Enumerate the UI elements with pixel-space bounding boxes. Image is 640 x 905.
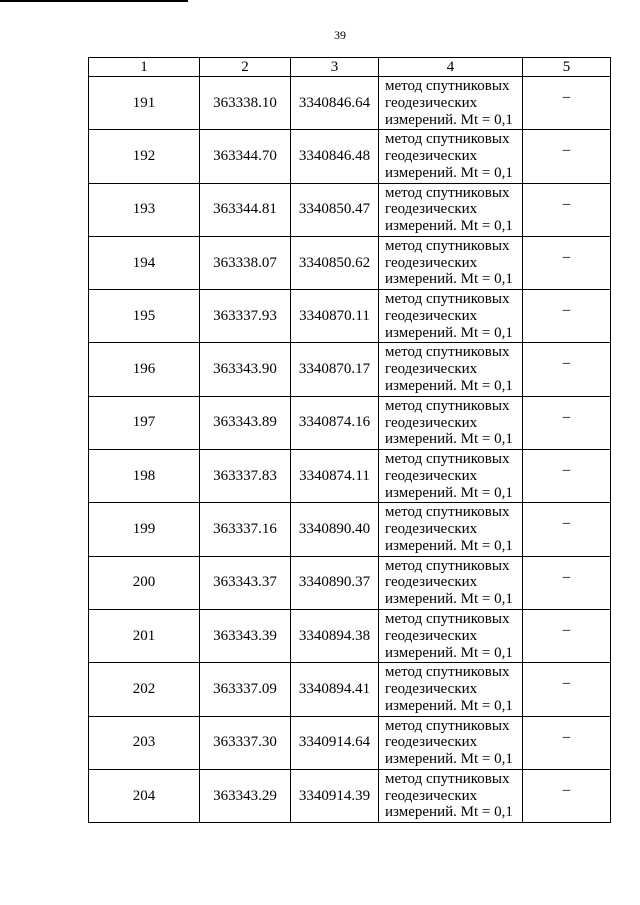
note-cell: – [523,716,611,769]
table-row [89,556,611,609]
point-number-cell: 191 [89,77,200,130]
method-cell: метод спутниковых геодезических измерений. Mt = 0,1 [379,396,523,449]
table-row [89,450,611,503]
coord-2-cell: 363343.37 [200,556,291,609]
page-number: 39 [334,28,346,42]
note-cell: – [523,503,611,556]
note-cell: – [523,769,611,822]
coord-2-cell: 363338.07 [200,236,291,289]
coord-3-cell: 3340870.11 [291,290,379,343]
coord-2-cell: 363343.29 [200,769,291,822]
header-col-5: 5 [523,58,611,77]
method-cell: метод спутниковых геодезических измерений. Mt = 0,1 [379,769,523,822]
table-row [89,503,611,556]
header-col-4: 4 [379,58,523,77]
top-rule [0,0,188,2]
method-cell: метод спутниковых геодезических измерений. Mt = 0,1 [379,450,523,503]
coord-2-cell: 363343.90 [200,343,291,396]
point-number-cell: 204 [89,769,200,822]
point-number-cell: 198 [89,450,200,503]
coord-2-cell: 363344.70 [200,130,291,183]
table-row [89,769,611,822]
method-cell: метод спутниковых геодезических измерений. Mt = 0,1 [379,77,523,130]
method-cell: метод спутниковых геодезических измерений. Mt = 0,1 [379,556,523,609]
method-cell: метод спутниковых геодезических измерений. Mt = 0,1 [379,236,523,289]
coord-2-cell: 363338.10 [200,77,291,130]
coord-2-cell: 363337.93 [200,290,291,343]
table-row [89,183,611,236]
method-cell: метод спутниковых геодезических измерений. Mt = 0,1 [379,716,523,769]
coord-3-cell: 3340914.39 [291,769,379,822]
coord-3-cell: 3340874.16 [291,396,379,449]
point-number-cell: 200 [89,556,200,609]
coord-3-cell: 3340870.17 [291,343,379,396]
method-cell: метод спутниковых геодезических измерений. Mt = 0,1 [379,663,523,716]
note-cell: – [523,236,611,289]
point-number-cell: 202 [89,663,200,716]
table-header [89,58,611,77]
point-number-cell: 196 [89,343,200,396]
method-cell: метод спутниковых геодезических измерений. Mt = 0,1 [379,503,523,556]
coord-2-cell: 363343.39 [200,609,291,662]
note-cell: – [523,77,611,130]
note-cell: – [523,183,611,236]
coord-3-cell: 3340894.38 [291,609,379,662]
point-number-cell: 197 [89,396,200,449]
coord-2-cell: 363337.30 [200,716,291,769]
coord-3-cell: 3340894.41 [291,663,379,716]
point-number-cell: 192 [89,130,200,183]
table-row [89,290,611,343]
coord-3-cell: 3340890.37 [291,556,379,609]
coord-3-cell: 3340914.64 [291,716,379,769]
coord-3-cell: 3340850.62 [291,236,379,289]
table-row [89,663,611,716]
coordinates-table [88,57,611,823]
header-col-2: 2 [200,58,291,77]
coord-2-cell: 363337.83 [200,450,291,503]
note-cell: – [523,396,611,449]
table-row [89,716,611,769]
method-cell: метод спутниковых геодезических измерений. Mt = 0,1 [379,130,523,183]
coord-3-cell: 3340846.48 [291,130,379,183]
coord-3-cell: 3340846.64 [291,77,379,130]
method-cell: метод спутниковых геодезических измерений. Mt = 0,1 [379,343,523,396]
method-cell: метод спутниковых геодезических измерений. Mt = 0,1 [379,609,523,662]
note-cell: – [523,609,611,662]
table-row [89,130,611,183]
header-row [89,58,611,77]
note-cell: – [523,663,611,716]
coord-2-cell: 363337.09 [200,663,291,716]
table-row [89,396,611,449]
header-col-3: 3 [291,58,379,77]
note-cell: – [523,290,611,343]
coord-3-cell: 3340890.40 [291,503,379,556]
point-number-cell: 201 [89,609,200,662]
table-row [89,609,611,662]
table-body [89,77,611,823]
note-cell: – [523,343,611,396]
method-cell: метод спутниковых геодезических измерений. Mt = 0,1 [379,183,523,236]
point-number-cell: 195 [89,290,200,343]
point-number-cell: 199 [89,503,200,556]
method-cell: метод спутниковых геодезических измерений. Mt = 0,1 [379,290,523,343]
coord-2-cell: 363343.89 [200,396,291,449]
coord-2-cell: 363337.16 [200,503,291,556]
point-number-cell: 193 [89,183,200,236]
coord-3-cell: 3340850.47 [291,183,379,236]
note-cell: – [523,450,611,503]
point-number-cell: 203 [89,716,200,769]
point-number-cell: 194 [89,236,200,289]
table-row [89,343,611,396]
header-col-1: 1 [89,58,200,77]
table-row [89,77,611,130]
note-cell: – [523,556,611,609]
note-cell: – [523,130,611,183]
coord-3-cell: 3340874.11 [291,450,379,503]
table-row [89,236,611,289]
coord-2-cell: 363344.81 [200,183,291,236]
